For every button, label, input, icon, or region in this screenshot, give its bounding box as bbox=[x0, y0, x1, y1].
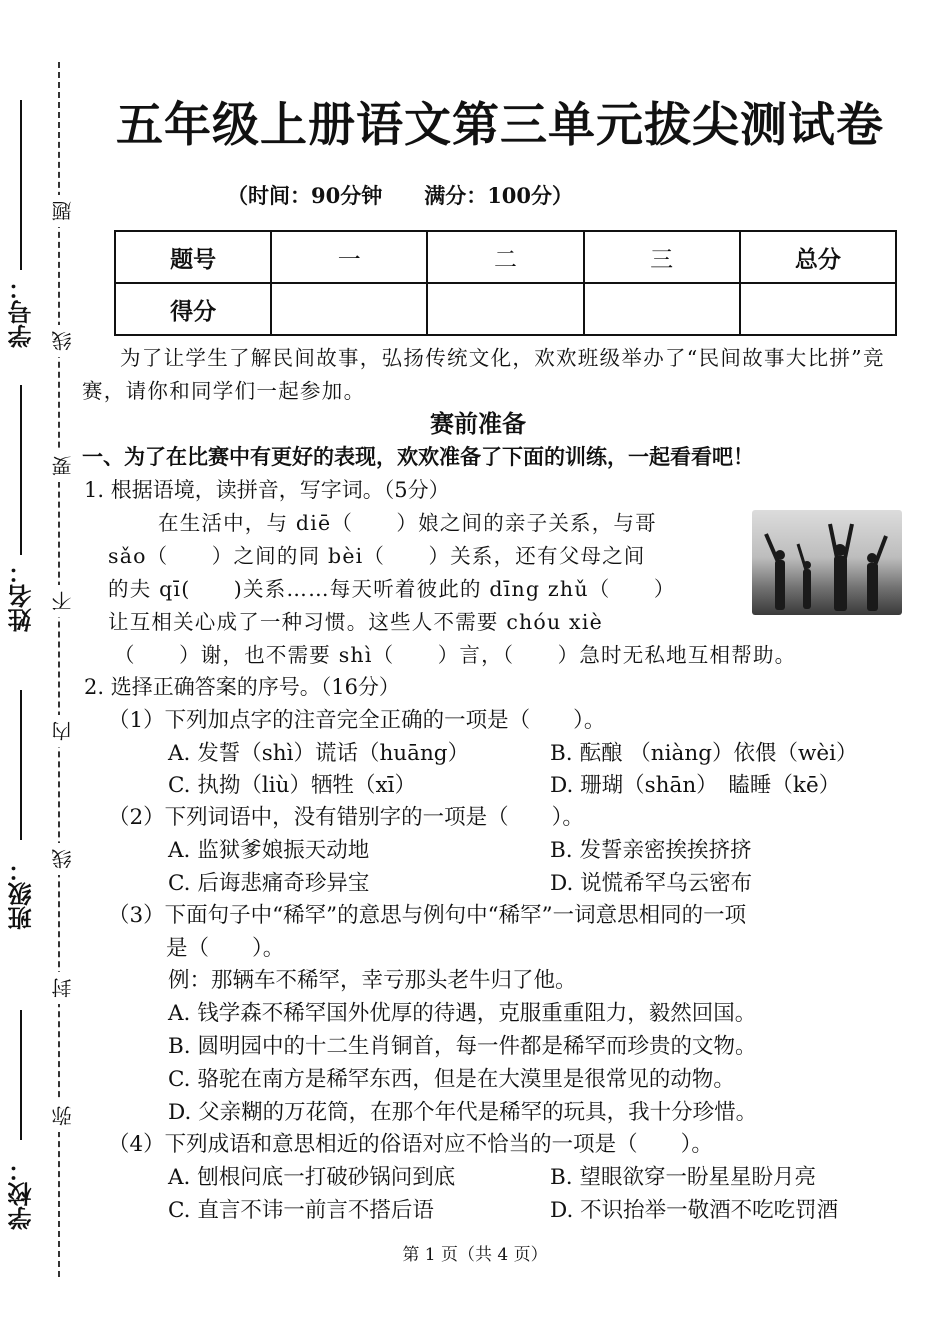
q2-3-option-a[interactable]: A. 钱学森不稀罕国外优厚的待遇，克服重重阻力，毅然回国。 bbox=[168, 1001, 757, 1026]
q1-line: （ ）谢，也不需要 shì（ ）言，（ ）急时无私地互相帮助。 bbox=[114, 643, 797, 667]
score-table-header: 二 bbox=[427, 231, 583, 283]
seal-char: 封 bbox=[48, 972, 72, 1004]
q2-3-stem-cont: 是（ ）。 bbox=[166, 936, 285, 961]
q2-3-option-b[interactable]: B. 圆明园中的十二生肖铜首，每一件都是稀罕而珍贵的文物。 bbox=[168, 1034, 757, 1059]
q2-2-option-b[interactable]: B. 发誓亲密挨挨挤挤 bbox=[550, 838, 752, 863]
family-silhouette-photo bbox=[752, 510, 902, 615]
seal-char: 题 bbox=[48, 195, 72, 227]
q2-4-option-a[interactable]: A. 刨根问底一打破砂锅问到底 bbox=[168, 1165, 456, 1190]
class-underline bbox=[20, 690, 22, 840]
q2-3-option-c[interactable]: C. 骆驼在南方是稀罕东西，但是在大漠里是很常见的动物。 bbox=[168, 1067, 735, 1092]
section-title: 赛前准备 bbox=[430, 410, 526, 438]
seal-char: 线 bbox=[48, 843, 72, 875]
q2-4-stem: （4）下列成语和意思相近的俗语对应不恰当的一项是（ ）。 bbox=[108, 1132, 713, 1157]
seal-dashed-line bbox=[58, 62, 60, 1277]
q1-line: 在生活中，与 diē（ ）娘之间的亲子关系，与哥 bbox=[158, 511, 657, 535]
q2-2-option-d[interactable]: D. 说慌希罕乌云密布 bbox=[550, 871, 753, 896]
q2-4-option-c[interactable]: C. 直言不讳一前言不搭后语 bbox=[168, 1198, 434, 1223]
student-id-underline bbox=[20, 100, 22, 270]
score-table-score-row bbox=[115, 283, 896, 335]
score-table bbox=[114, 230, 897, 336]
page-footer: 第 1 页（共 4 页） bbox=[402, 1245, 548, 1265]
school-label: 学校： bbox=[8, 1158, 36, 1230]
seal-char: 要 bbox=[48, 450, 72, 482]
score-cell[interactable] bbox=[740, 283, 896, 335]
q2-3-option-d[interactable]: D. 父亲糊的万花筒，在那个年代是稀罕的玩具，我十分珍惜。 bbox=[168, 1100, 758, 1125]
score-table-header: 一 bbox=[271, 231, 427, 283]
score-table-header: 题号 bbox=[115, 231, 271, 283]
exam-time-score: （时间：90分钟 满分：100分） bbox=[226, 183, 574, 208]
score-cell[interactable] bbox=[271, 283, 427, 335]
seal-char: 内 bbox=[48, 715, 72, 747]
q1-line: 的夫 qī( )关系……每天听着彼此的 dīng zhǔ（ ） bbox=[108, 577, 676, 601]
score-table-header: 三 bbox=[584, 231, 740, 283]
q2-1-option-a[interactable]: A. 发誓（shì）谎话（huāng） bbox=[168, 741, 470, 766]
q1-title: 1. 根据语境，读拼音，写字词。（5分） bbox=[84, 478, 450, 502]
q2-2-option-a[interactable]: A. 监狱爹娘振天动地 bbox=[168, 838, 370, 863]
q2-title: 2. 选择正确答案的序号。（16分） bbox=[84, 675, 400, 699]
q2-4-option-b[interactable]: B. 望眼欲穿一盼星星盼月亮 bbox=[550, 1165, 816, 1190]
name-label: 姓名： bbox=[8, 560, 36, 632]
q2-3-example: 例：那辆车不稀罕，幸亏那头老牛归了他。 bbox=[168, 968, 577, 993]
q2-2-option-c[interactable]: C. 后诲悲痛奇珍异宝 bbox=[168, 871, 370, 896]
score-table-header: 总分 bbox=[740, 231, 896, 283]
q2-1-option-d[interactable]: D. 珊瑚（shān） 瞌睡（kē） bbox=[550, 773, 841, 798]
q2-2-stem: （2）下列词语中，没有错别字的一项是（ ）。 bbox=[108, 805, 584, 830]
score-table-header-row bbox=[115, 231, 896, 283]
q2-1-option-c[interactable]: C. 执拗（liù）牺牲（xī） bbox=[168, 773, 416, 798]
q2-1-stem: （1）下列加点字的注音完全正确的一项是（ ）。 bbox=[108, 708, 606, 733]
part-one-heading: 一、为了在比赛中有更好的表现，欢欢准备了下面的训练，一起看看吧！ bbox=[82, 445, 754, 469]
name-underline bbox=[20, 385, 22, 555]
seal-char: 线 bbox=[48, 325, 72, 357]
q1-line: 让互相关心成了一种习惯。这些人不需要 chóu xiè bbox=[108, 610, 603, 634]
q1-line: sǎo（ ）之间的同 bèi（ ）关系，还有父母之间 bbox=[108, 544, 646, 568]
score-row-label: 得分 bbox=[115, 283, 271, 335]
school-underline bbox=[20, 1010, 22, 1140]
seal-char: 弥 bbox=[48, 1100, 72, 1132]
q2-1-option-b[interactable]: B. 酝酿 （niàng）依偎（wèi） bbox=[550, 741, 858, 766]
seal-char: 不 bbox=[48, 585, 72, 617]
score-cell[interactable] bbox=[584, 283, 740, 335]
q2-4-option-d[interactable]: D. 不识抬举一敬酒不吃吃罚酒 bbox=[550, 1198, 839, 1223]
score-cell[interactable] bbox=[427, 283, 583, 335]
page-title: 五年级上册语文第三单元拔尖测试卷 bbox=[116, 98, 884, 153]
q2-3-stem: （3）下面句子中“稀罕”的意思与例句中“稀罕”一词意思相同的一项 bbox=[108, 903, 747, 928]
intro-paragraph: 为了让学生了解民间故事，弘扬传统文化，欢欢班级举办了“民间故事大比拼”竞赛，请你和同学们一起参加。 bbox=[82, 346, 885, 403]
class-label: 班级： bbox=[8, 858, 36, 930]
student-id-label: 学号： bbox=[8, 276, 36, 348]
